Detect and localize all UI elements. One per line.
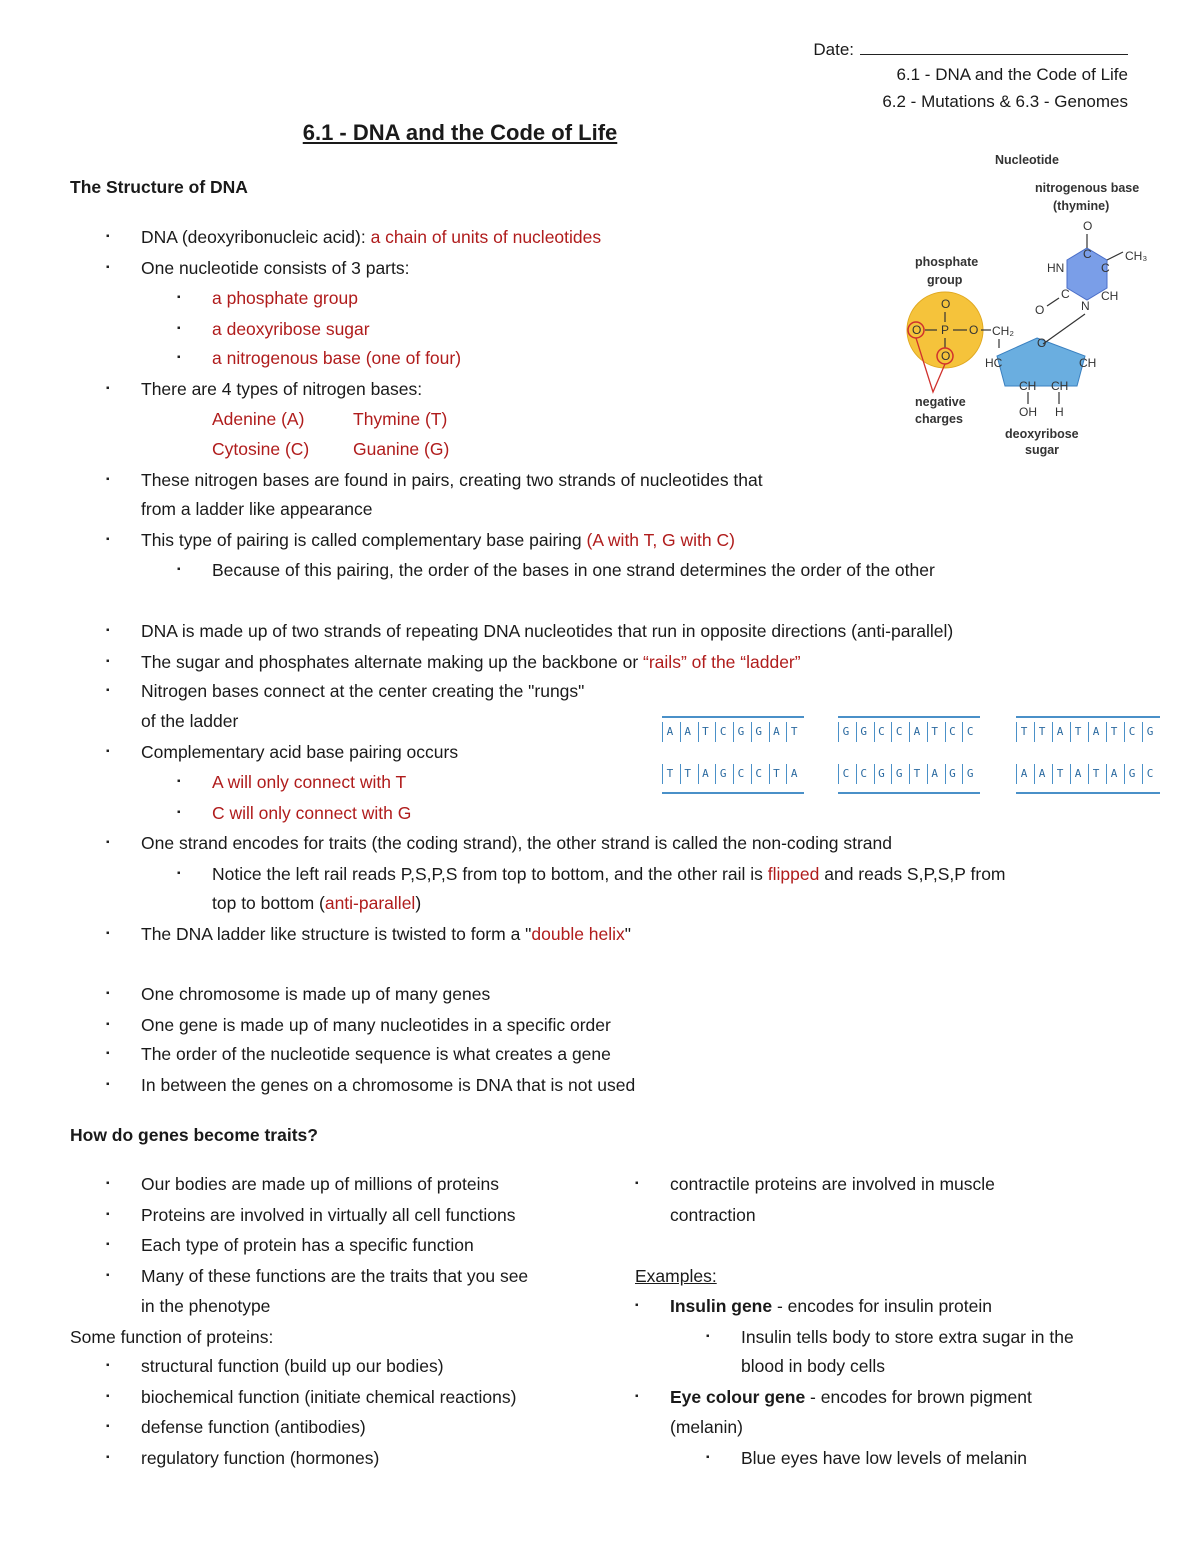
bullet: ▪ [106, 988, 110, 999]
base-cell: C [962, 722, 977, 742]
bullet: ▪ [106, 262, 110, 273]
a-with-t: A will only connect with T [212, 772, 407, 792]
bullet: ▪ [106, 534, 110, 545]
date-line [813, 38, 1128, 61]
section-heading-structure: The Structure of DNA [70, 177, 248, 197]
contractile-1: contractile proteins are involved in muscle [670, 1174, 995, 1194]
base-cell: T [1016, 722, 1031, 742]
chem-base-o: O [1083, 219, 1093, 233]
bullet: ▪ [106, 1421, 110, 1432]
phos-label-1: phosphate [915, 255, 979, 269]
base-cell: A [1088, 722, 1103, 742]
base-cell: C [856, 764, 871, 784]
insulin-gene: Insulin gene - encodes for insulin protein [670, 1296, 992, 1316]
chem-hn: HN [1047, 261, 1065, 275]
bullet: ▪ [177, 564, 181, 575]
base-cell: A [1034, 764, 1049, 784]
chem-o-top: O [941, 297, 951, 311]
chem-oh: OH [1019, 405, 1037, 419]
bullet: ▪ [106, 1360, 110, 1371]
pairs-line-2: from a ladder like appearance [141, 499, 373, 519]
part-phosphate: a phosphate group [212, 288, 358, 308]
base-cell: C [945, 722, 960, 742]
neg-label-2: charges [915, 412, 963, 426]
bullet: ▪ [635, 1178, 639, 1189]
bullet: ▪ [106, 474, 110, 485]
chem-o-right: O [969, 323, 979, 337]
base-cell: T [769, 764, 784, 784]
base-cell: G [715, 764, 730, 784]
base-cell: A [1016, 764, 1031, 784]
base-cell: T [909, 764, 924, 784]
rail-bottom [662, 792, 804, 794]
chem-ch-sugar: CH [1079, 356, 1097, 370]
chem-ch2: CH₂ [992, 324, 1014, 338]
base-cell: G [945, 764, 960, 784]
bullet: ▪ [177, 868, 181, 879]
base-cell: C [874, 722, 889, 742]
bullet: ▪ [706, 1452, 710, 1463]
base-cell: G [751, 722, 766, 742]
complementary-occurs: Complementary acid base pairing occurs [141, 742, 459, 762]
bullet: ▪ [106, 1452, 110, 1463]
chem-ch-base: CH [1101, 289, 1119, 303]
bullet: ▪ [106, 685, 110, 696]
base-cell: C [1124, 722, 1139, 742]
bullet: ▪ [706, 1331, 710, 1342]
base-cell: A [909, 722, 924, 742]
base-cell: T [1070, 722, 1085, 742]
notice-line-2: top to bottom (anti-parallel) [212, 893, 422, 913]
complementary-pairing: This type of pairing is called complementary base pairing (A with T, G with C) [141, 530, 735, 550]
chem-base-o2: O [1035, 303, 1045, 317]
bullet: ▪ [106, 383, 110, 394]
base-cell: T [1034, 722, 1049, 742]
chem-base-c1: C [1083, 247, 1092, 261]
phos-label-2: group [927, 273, 963, 287]
coding-strand: One strand encodes for traits (the coding strand), the other strand is called the non-coding strand [141, 833, 892, 853]
base-cell: T [698, 722, 713, 742]
base-cell: A [698, 764, 713, 784]
base-cell: A [1070, 764, 1085, 784]
base-cell: A [1052, 722, 1067, 742]
sugar-backbone: The sugar and phosphates alternate making up the backbone or “rails” of the “ladder” [141, 652, 801, 672]
chem-n: N [1081, 299, 1090, 313]
function-defense: defense function (antibodies) [141, 1417, 366, 1437]
dna-ladder-1 [662, 716, 804, 794]
insulin-sub-2: blood in body cells [741, 1356, 885, 1376]
base-cell: A [769, 722, 784, 742]
rail-bottom [838, 792, 980, 794]
order-determines: Because of this pairing, the order of the bases in one strand determines the order of the other [212, 560, 935, 580]
base-cell: G [1142, 722, 1157, 742]
some-functions: Some function of proteins: [70, 1327, 274, 1347]
rail-bottom [1016, 792, 1160, 794]
base-cell: G [733, 722, 748, 742]
c-with-g: C will only connect with G [212, 803, 412, 823]
sequence-gene: The order of the nucleotide sequence is what creates a gene [141, 1044, 611, 1064]
part-base: a nitrogenous base (one of four) [212, 348, 462, 368]
base-cell: C [715, 722, 730, 742]
base-cell: T [1052, 764, 1067, 784]
dna-definition: DNA (deoxyribonucleic acid): a chain of units of nucleotides [141, 227, 602, 247]
figure-title: Nucleotide [995, 153, 1059, 167]
insulin-sub-1: Insulin tells body to store extra sugar in the [741, 1327, 1074, 1347]
base-cell: G [856, 722, 871, 742]
four-types: There are 4 types of nitrogen bases: [141, 379, 423, 399]
bullet: ▪ [106, 837, 110, 848]
base-cell: T [1088, 764, 1103, 784]
proteins-millions: Our bodies are made up of millions of proteins [141, 1174, 499, 1194]
chem-ch-a: CH [1019, 379, 1037, 393]
base-cell: C [1142, 764, 1157, 784]
base-cell: A [927, 764, 942, 784]
bullet: ▪ [106, 746, 110, 757]
base-cell: A [662, 722, 677, 742]
chem-p: P [941, 323, 950, 337]
base-cell: A [680, 722, 695, 742]
header-line-2: 6.2 - Mutations & 6.3 - Genomes [882, 92, 1128, 111]
nucleotide-parts: One nucleotide consists of 3 parts: [141, 258, 410, 278]
cytosine: Cytosine (C) [212, 439, 310, 459]
chem-h: H [1055, 405, 1064, 419]
base-cell: G [838, 722, 853, 742]
adenine: Adenine (A) [212, 409, 305, 429]
chem-ring-o: O [1037, 336, 1047, 350]
bullet: ▪ [106, 1019, 110, 1030]
contractile-2: contraction [670, 1205, 756, 1225]
rail-top [662, 716, 804, 718]
base-cell: C [751, 764, 766, 784]
bullet: ▪ [106, 1391, 110, 1402]
protein-specific: Each type of protein has a specific function [141, 1235, 474, 1255]
nitro-label-2: (thymine) [1053, 199, 1110, 213]
chem-o-left: O [912, 323, 922, 337]
double-helix: The DNA ladder like structure is twisted to form a "double helix" [141, 924, 632, 944]
dna-ladder-2 [838, 716, 980, 794]
bullet: ▪ [177, 323, 181, 334]
date-blank [860, 38, 1128, 55]
function-biochemical: biochemical function (initiate chemical reactions) [141, 1387, 517, 1407]
rungs-line-2: of the ladder [141, 711, 239, 731]
chem-base-c3: C [1061, 287, 1070, 301]
thymine: Thymine (T) [353, 409, 448, 429]
section-heading-traits: How do genes become traits? [70, 1125, 318, 1145]
base-cell: A [786, 764, 801, 784]
base-cell: C [891, 722, 906, 742]
functions-traits-1: Many of these functions are the traits that you see [141, 1266, 529, 1286]
chem-ch3: CH₃ [1125, 249, 1148, 263]
pairs-line-1: These nitrogen bases are found in pairs, creating two strands of nucleotides that [141, 470, 763, 490]
gene-nucleotides: One gene is made up of many nucleotides in a specific order [141, 1015, 611, 1035]
bullet: ▪ [635, 1300, 639, 1311]
base-cell: C [838, 764, 853, 784]
deoxy-label-1: deoxyribose [1005, 427, 1079, 441]
notice-line-1: Notice the left rail reads P,S,P,S from top to bottom, and the other rail is flipped and reads S,P,S,P from [212, 864, 1006, 884]
date-label: Date: [813, 40, 854, 59]
nucleotide-diagram [895, 148, 1165, 463]
bullet: ▪ [106, 625, 110, 636]
chem-o-bottom: O [941, 349, 951, 363]
neg-label-1: negative [915, 395, 966, 409]
bullet: ▪ [635, 1391, 639, 1402]
base-cell: A [1106, 764, 1121, 784]
between-genes: In between the genes on a chromosome is DNA that is not used [141, 1075, 636, 1095]
chromosome-genes: One chromosome is made up of many genes [141, 984, 491, 1004]
page-title: 6.1 - DNA and the Code of Life [302, 120, 618, 145]
base-cell: G [962, 764, 977, 784]
bullet: ▪ [106, 1239, 110, 1250]
bullet: ▪ [106, 1270, 110, 1281]
bullet: ▪ [177, 292, 181, 303]
deoxy-label-2: sugar [1025, 443, 1060, 457]
eye-colour-gene: Eye colour gene - encodes for brown pigment [670, 1387, 1032, 1407]
base-cell: T [786, 722, 801, 742]
bullet: ▪ [106, 1048, 110, 1059]
eye-colour-melanin: (melanin) [670, 1417, 743, 1437]
rungs-line-1: Nitrogen bases connect at the center creating the "rungs" [141, 681, 585, 701]
base-cell: G [874, 764, 889, 784]
proteins-functions: Proteins are involved in virtually all cell functions [141, 1205, 516, 1225]
chem-ch-b: CH [1051, 379, 1069, 393]
bullet: ▪ [106, 1209, 110, 1220]
base-cell: T [1106, 722, 1121, 742]
functions-traits-2: in the phenotype [141, 1296, 271, 1316]
base-cell: T [680, 764, 695, 784]
blue-eyes: Blue eyes have low levels of melanin [741, 1448, 1027, 1468]
bullet: ▪ [106, 656, 110, 667]
bullet: ▪ [177, 776, 181, 787]
bullet: ▪ [177, 352, 181, 363]
guanine: Guanine (G) [353, 439, 450, 459]
header-line-1: 6.1 - DNA and the Code of Life [896, 65, 1128, 84]
dna-ladder-3 [1016, 716, 1160, 794]
bullet: ▪ [177, 807, 181, 818]
rail-top [1016, 716, 1160, 718]
base-cell: G [891, 764, 906, 784]
function-structural: structural function (build up our bodies) [141, 1356, 444, 1376]
bullet: ▪ [106, 928, 110, 939]
part-sugar: a deoxyribose sugar [212, 319, 370, 339]
base-cell: C [733, 764, 748, 784]
two-strands: DNA is made up of two strands of repeating DNA nucleotides that run in opposite directions (anti-parallel) [141, 621, 954, 641]
bullet: ▪ [106, 1178, 110, 1189]
examples-label: Examples: [635, 1266, 717, 1286]
base-cell: T [662, 764, 677, 784]
base-cell: T [927, 722, 942, 742]
function-regulatory: regulatory function (hormones) [141, 1448, 380, 1468]
bullet: ▪ [106, 1079, 110, 1090]
rail-top [838, 716, 980, 718]
bullet: ▪ [106, 231, 110, 242]
nitro-label-1: nitrogenous base [1035, 181, 1140, 195]
chem-base-c2: C [1101, 261, 1110, 275]
base-cell: G [1124, 764, 1139, 784]
chem-hc: HC [985, 356, 1003, 370]
